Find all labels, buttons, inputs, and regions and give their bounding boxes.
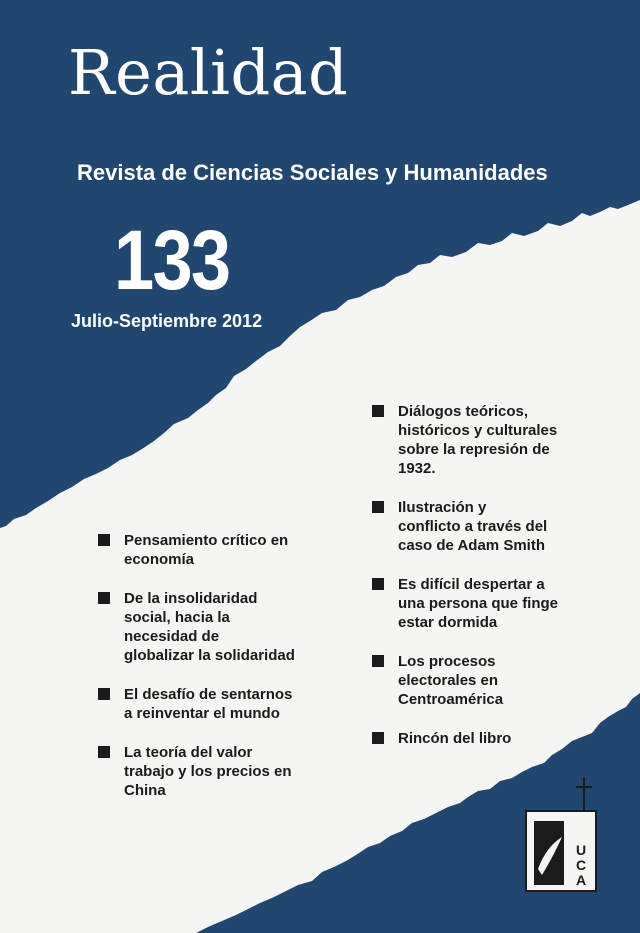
logo-letter-a: A [576, 872, 587, 888]
contents-item [98, 743, 348, 800]
square-bullet-icon [98, 688, 110, 700]
uca-logo [524, 777, 598, 895]
contents-item [372, 729, 612, 748]
square-bullet-icon [372, 732, 384, 744]
square-bullet-icon [372, 578, 384, 590]
logo-letter-u: U [576, 842, 587, 858]
journal-subtitle: Revista de Ciencias Sociales y Humanidades [77, 160, 548, 185]
contents-item [372, 498, 612, 555]
contents-right-column [372, 402, 612, 768]
contents-item-text: La teoría del valor trabajo y los precios en China [124, 744, 292, 799]
issue-number: 133 [114, 213, 230, 307]
square-bullet-icon [98, 534, 110, 546]
contents-item-text: Ilustración y conflicto a través del caso de Adam Smith [398, 499, 548, 554]
contents-item [98, 685, 348, 723]
contents-item-text: Pensamiento crítico en economía [124, 532, 289, 568]
contents-item-text: Los procesos electorales en Centroamérica [398, 653, 504, 708]
square-bullet-icon [372, 405, 384, 417]
contents-item-text: Es difícil despertar a una persona que finge estar dormida [398, 576, 559, 631]
issue-date: Julio-Septiembre 2012 [71, 311, 263, 331]
contents-item [98, 531, 348, 569]
contents-left-column [98, 531, 348, 820]
square-bullet-icon [98, 592, 110, 604]
logo-letter-c: C [576, 857, 587, 873]
square-bullet-icon [372, 655, 384, 667]
contents-item-text: El desafío de sentarnos a reinventar el mundo [124, 686, 293, 722]
square-bullet-icon [372, 501, 384, 513]
contents-item-text: Rincón del libro [398, 730, 512, 747]
contents-item-text: Diálogos teóricos, históricos y culturales sobre la represión de 1932. [398, 403, 558, 477]
contents-item [372, 652, 612, 709]
contents-item-text: De la insolidaridad social, hacia la necesidad de globalizar la solidaridad [124, 590, 295, 664]
square-bullet-icon [98, 746, 110, 758]
journal-title: Realidad [68, 36, 349, 109]
contents-item [372, 575, 612, 632]
contents-item [372, 402, 612, 478]
contents-item [98, 589, 348, 665]
